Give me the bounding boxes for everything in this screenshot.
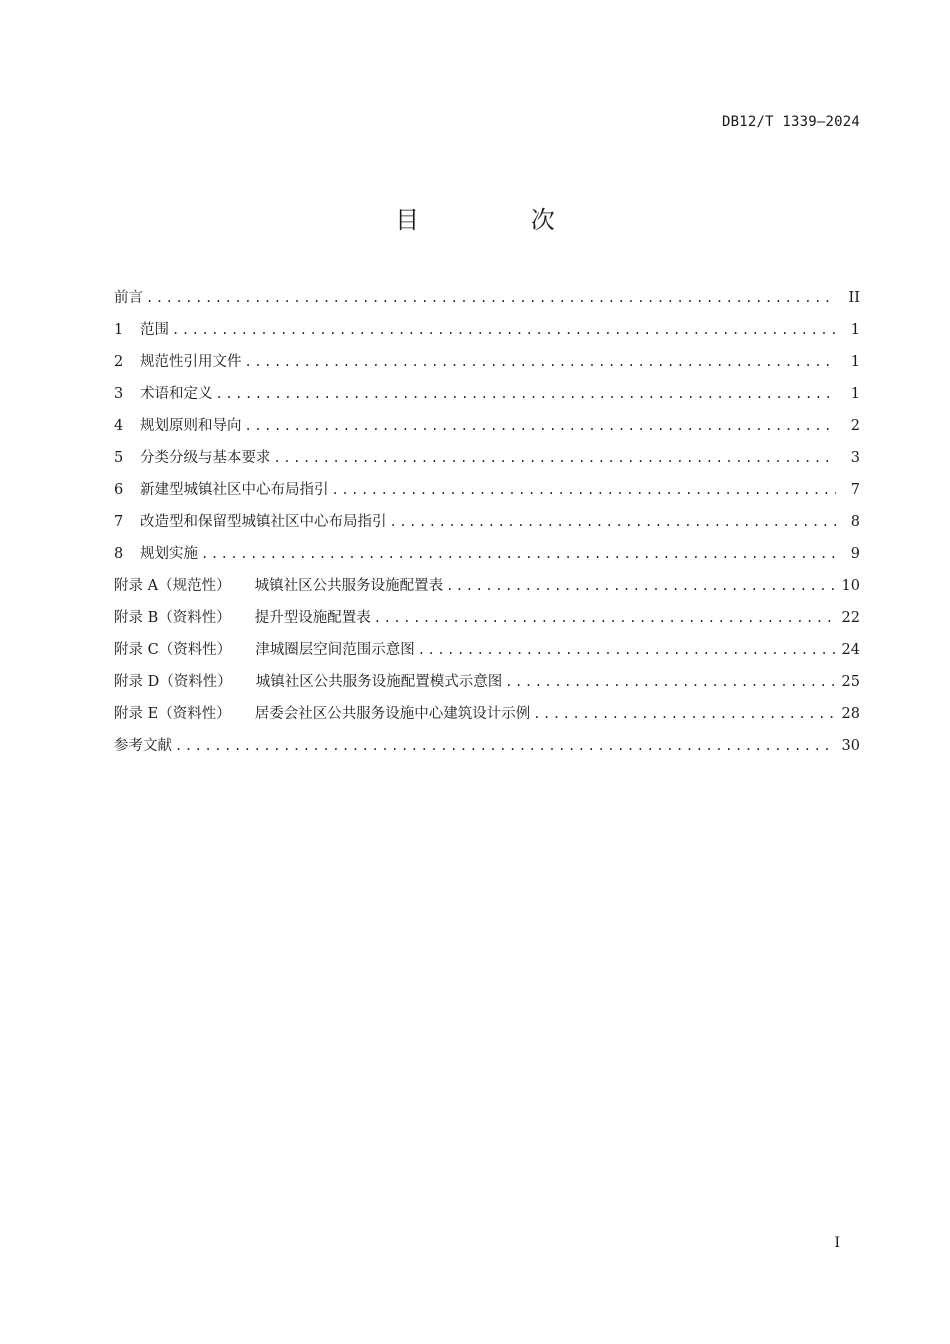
toc-entry-appendix-label: 附录 A（规范性） [114, 578, 231, 594]
toc-entry-page: 7 [850, 482, 860, 498]
toc-entry-number: 3 [114, 386, 124, 402]
toc-entry[interactable] [114, 638, 860, 670]
toc-entry[interactable] [114, 446, 860, 478]
toc-entry-page: 28 [841, 706, 860, 722]
toc-entry-title: 新建型城镇社区中心布局指引 [140, 482, 329, 498]
toc-entry-title: 改造型和保留型城镇社区中心布局指引 [140, 514, 387, 530]
toc-entry[interactable] [114, 382, 860, 414]
toc-leader-dots [201, 542, 836, 566]
toc-leader-dots [245, 350, 837, 374]
toc-entry-appendix-label: 附录 E（资料性） [114, 706, 231, 722]
toc-entry-title: 分类分级与基本要求 [140, 450, 271, 466]
toc-entry-page: 1 [850, 354, 860, 370]
toc-entry-page: 9 [850, 546, 860, 562]
toc-entry-page: 30 [841, 738, 860, 754]
toc-entry-page: 1 [850, 322, 860, 338]
toc-entry-number: 7 [114, 514, 124, 530]
toc-entry-title: 居委会社区公共服务设施中心建筑设计示例 [254, 706, 531, 722]
toc-leader-dots [446, 574, 836, 598]
toc-entry-page: II [848, 290, 860, 306]
toc-entry-title: 参考文献 [114, 738, 172, 754]
toc-entry-number: 6 [114, 482, 124, 498]
toc-entry[interactable] [114, 542, 860, 574]
toc-entry-title: 津城圈层空间范围示意图 [255, 642, 415, 658]
toc-entry-page: 24 [841, 642, 860, 658]
toc-entry-page: 3 [850, 450, 860, 466]
toc-entry-appendix-label: 附录 C（资料性） [114, 642, 232, 658]
toc-entry-title: 规划原则和导向 [140, 418, 242, 434]
toc-entry-number: 5 [114, 450, 124, 466]
toc-entry-title: 城镇社区公共服务设施配置表 [254, 578, 444, 594]
toc-entry-page: 2 [850, 418, 860, 434]
toc-leader-dots [390, 510, 837, 534]
toc-entry-number: 2 [114, 354, 124, 370]
toc-leader-dots [332, 478, 837, 502]
toc-entry-number: 8 [114, 546, 124, 562]
toc-entry-number: 4 [114, 418, 124, 434]
toc-entry-page: 10 [841, 578, 860, 594]
toc-entry-appendix-label: 附录 D（资料性） [114, 674, 232, 690]
toc-entry[interactable] [114, 318, 860, 350]
toc-leader-dots [418, 638, 836, 662]
toc-entry-page: 22 [841, 610, 860, 626]
toc-entry[interactable] [114, 606, 860, 638]
toc-leader-dots [533, 702, 836, 726]
toc-entry-page: 25 [841, 674, 860, 690]
toc-entry[interactable] [114, 414, 860, 446]
toc-entry-title: 术语和定义 [140, 386, 213, 402]
table-of-contents [114, 286, 860, 766]
toc-entry-page: 1 [850, 386, 860, 402]
toc-leader-dots [505, 670, 836, 694]
toc-entry[interactable] [114, 350, 860, 382]
toc-entry-title: 范围 [140, 322, 169, 338]
toc-entry[interactable] [114, 702, 860, 734]
toc-entry[interactable] [114, 510, 860, 542]
toc-entry-number: 1 [114, 322, 124, 338]
document-code: DB12/T 1339—2024 [721, 114, 860, 130]
toc-entry[interactable] [114, 670, 860, 702]
toc-entry-title: 城镇社区公共服务设施配置模式示意图 [255, 674, 503, 690]
toc-entry[interactable] [114, 478, 860, 510]
toc-entry-title: 前言 [114, 290, 143, 306]
toc-entry-title: 提升型设施配置表 [254, 610, 371, 626]
toc-leader-dots [274, 446, 837, 470]
toc-entry[interactable] [114, 574, 860, 606]
toc-leader-dots [245, 414, 837, 438]
toc-entry-appendix-label: 附录 B（资料性） [114, 610, 231, 626]
toc-leader-dots [172, 318, 836, 342]
toc-entry[interactable] [114, 286, 860, 318]
toc-leader-dots [374, 606, 836, 630]
toc-entry-page: 8 [850, 514, 860, 530]
toc-leader-dots [216, 382, 837, 406]
toc-entry-title: 规范性引用文件 [140, 354, 242, 370]
toc-leader-dots [146, 286, 836, 310]
toc-entry-title: 规划实施 [140, 546, 198, 562]
toc-entry[interactable] [114, 734, 860, 766]
page-title: 目 次 [395, 206, 607, 234]
page-number: I [834, 1235, 840, 1251]
toc-leader-dots [175, 734, 836, 758]
